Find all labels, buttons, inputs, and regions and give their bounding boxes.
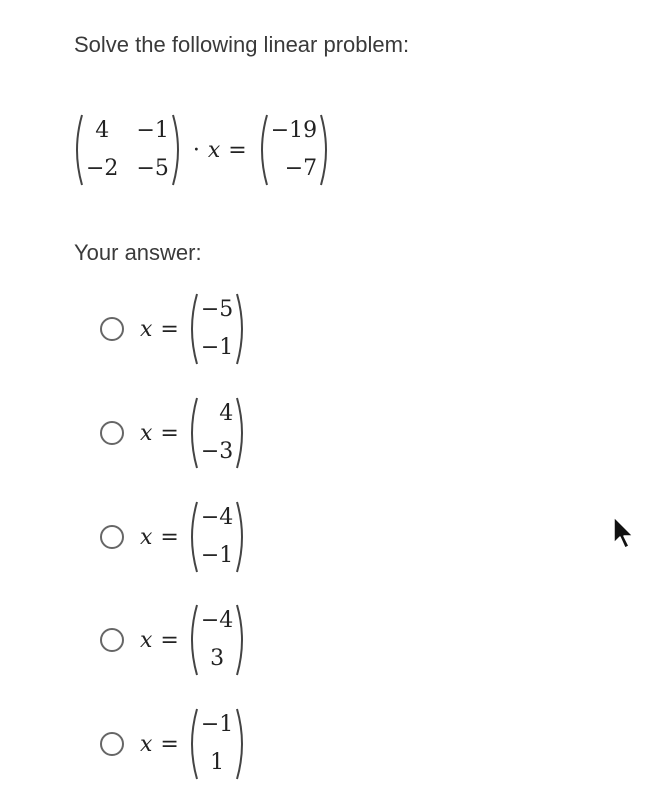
radio-unchecked-icon[interactable] — [100, 317, 124, 341]
equals-sign: = — [160, 731, 179, 757]
option-equation — [140, 603, 249, 677]
vector-cell: −7 — [284, 156, 318, 181]
vector-cell: −1 — [200, 543, 234, 568]
matrix-cell: −5 — [136, 156, 169, 181]
equals-sign: = — [228, 137, 247, 163]
option-vector — [199, 297, 235, 361]
option-equation — [140, 500, 249, 574]
vector-cell: −4 — [200, 608, 234, 633]
equation — [70, 108, 333, 192]
vector-cell: −1 — [200, 712, 234, 737]
vector-cell: 4 — [219, 401, 234, 426]
radio-unchecked-icon[interactable] — [100, 525, 124, 549]
answer-option-2[interactable] — [100, 393, 249, 473]
dot-operator: · — [192, 137, 200, 163]
vector-cell: 1 — [210, 750, 225, 775]
vector-cell: −3 — [200, 439, 234, 464]
vector-cell: −5 — [200, 297, 234, 322]
option-vector — [199, 505, 235, 569]
equals-sign: = — [160, 627, 179, 653]
vector-cell: −19 — [270, 118, 318, 143]
variable-x: x — [140, 731, 153, 757]
matrix-cell: −1 — [136, 118, 169, 143]
vector-cell: 3 — [210, 646, 225, 671]
vector-cell: −4 — [200, 505, 234, 530]
right-paren-icon — [171, 113, 185, 187]
radio-unchecked-icon[interactable] — [100, 628, 124, 652]
equals-sign: = — [160, 524, 179, 550]
option-vector — [199, 401, 235, 465]
question-prompt: Solve the following linear problem: — [74, 32, 410, 57]
coefficient-matrix — [84, 118, 171, 182]
radio-unchecked-icon[interactable] — [100, 732, 124, 756]
vector-cell: −1 — [200, 335, 234, 360]
variable-x: x — [140, 524, 153, 550]
right-paren-icon — [319, 113, 333, 187]
left-paren-icon — [185, 500, 199, 574]
answer-option-1[interactable] — [100, 289, 249, 369]
equals-sign: = — [160, 420, 179, 446]
radio-unchecked-icon[interactable] — [100, 421, 124, 445]
option-vector — [199, 712, 235, 776]
mouse-pointer-icon — [612, 515, 638, 551]
right-paren-icon — [235, 707, 249, 781]
answer-option-4[interactable] — [100, 600, 249, 680]
left-paren-icon — [185, 603, 199, 677]
left-paren-icon — [255, 113, 269, 187]
left-paren-icon — [70, 113, 84, 187]
option-equation — [140, 707, 249, 781]
variable-x: x — [140, 627, 153, 653]
rhs-vector — [269, 118, 319, 182]
answer-label: Your answer: — [74, 240, 202, 265]
right-paren-icon — [235, 396, 249, 470]
matrix-cell: −2 — [86, 156, 119, 181]
equals-sign: = — [160, 316, 179, 342]
answer-option-3[interactable] — [100, 497, 249, 577]
right-paren-icon — [235, 292, 249, 366]
left-paren-icon — [185, 396, 199, 470]
left-paren-icon — [185, 707, 199, 781]
option-equation — [140, 292, 249, 366]
variable-x: x — [140, 420, 153, 446]
matrix-cell: 4 — [95, 118, 110, 143]
variable-x: x — [207, 137, 221, 163]
option-equation — [140, 396, 249, 470]
right-paren-icon — [235, 603, 249, 677]
answer-option-5[interactable] — [100, 704, 249, 784]
option-vector — [199, 608, 235, 672]
variable-x: x — [140, 316, 153, 342]
right-paren-icon — [235, 500, 249, 574]
left-paren-icon — [185, 292, 199, 366]
